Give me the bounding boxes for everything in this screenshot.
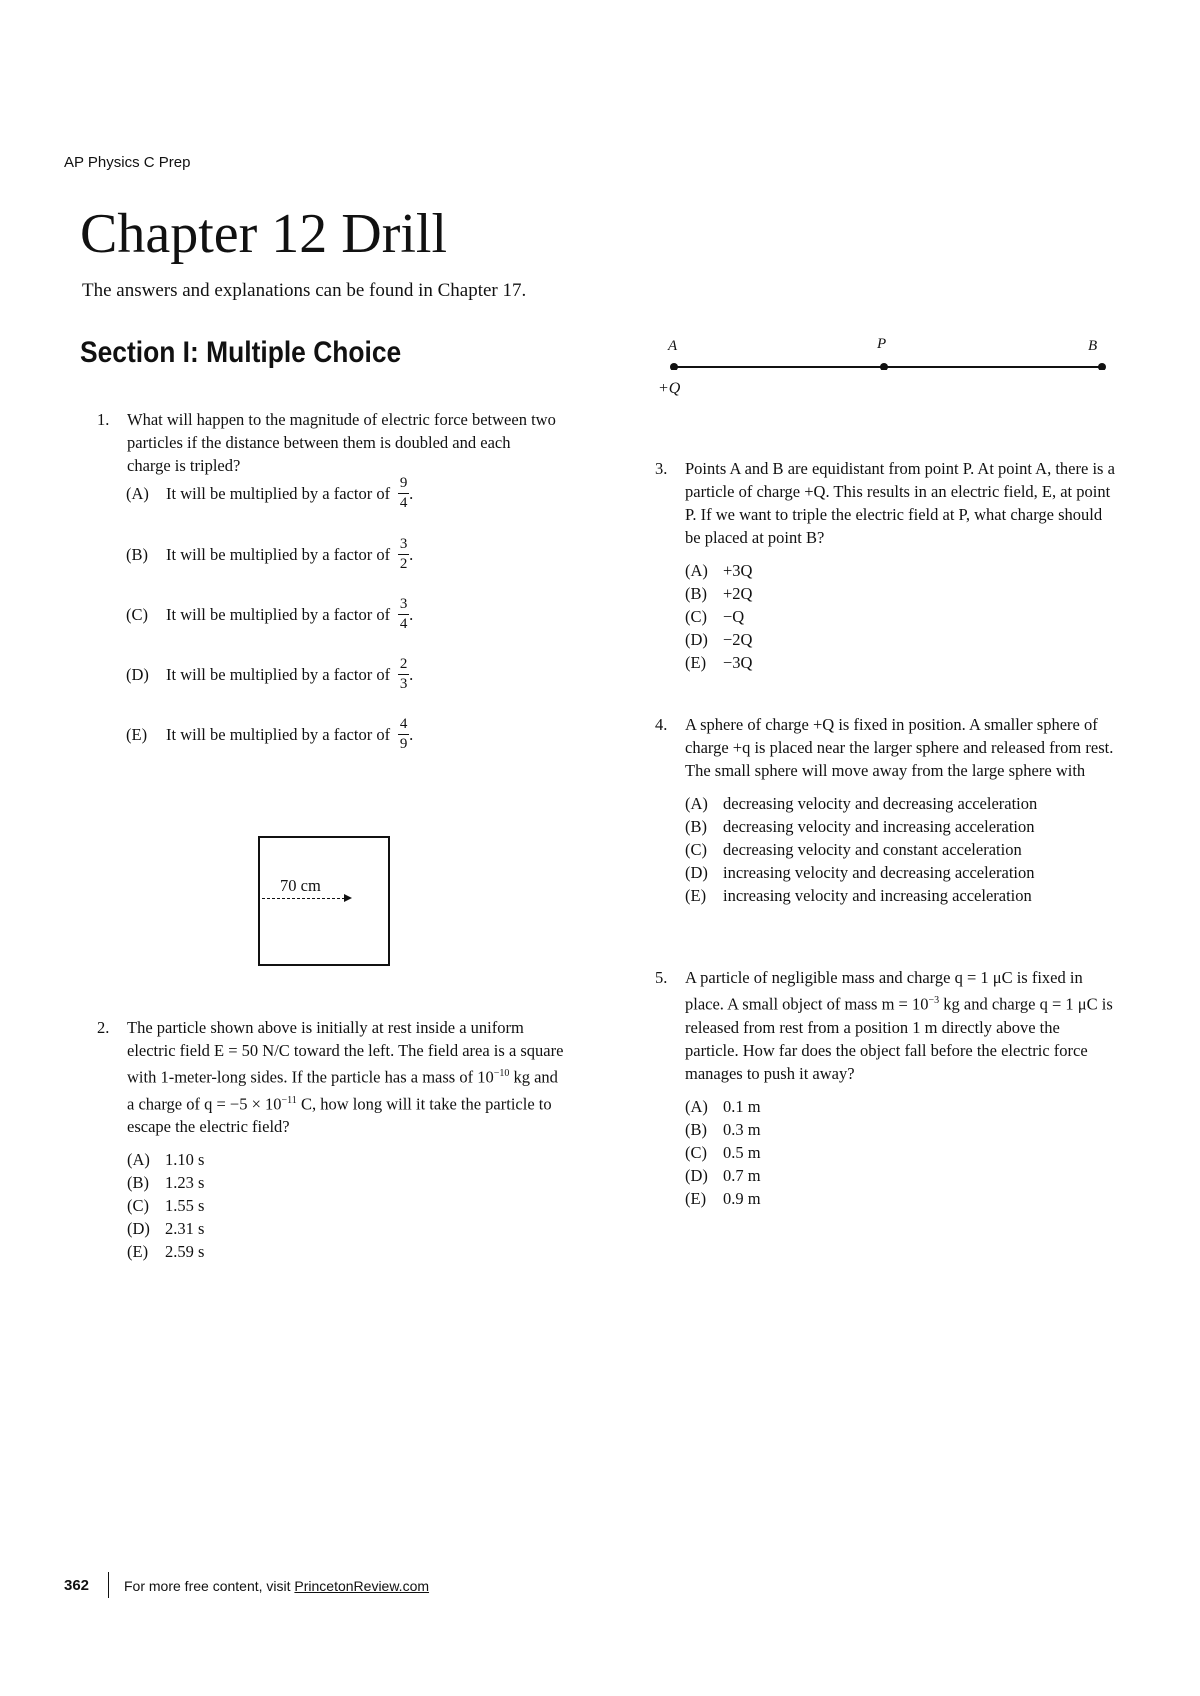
choice-3b[interactable]: (B) +2Q	[685, 584, 753, 603]
choice-label: (B)	[126, 544, 148, 564]
choice-list	[655, 559, 1115, 674]
label-b: B	[1088, 338, 1098, 354]
field-square	[258, 836, 390, 966]
charge-line-diagram	[670, 330, 1110, 370]
point-b	[1098, 363, 1106, 370]
choice-5b[interactable]: (B) 0.3 m	[685, 1119, 761, 1139]
label-a: A	[668, 338, 678, 354]
question-number: 3.	[655, 459, 668, 478]
point-a	[670, 363, 678, 370]
fraction: $\frac{2}{3}$	[399, 656, 408, 692]
chapter-title: Chapter 12 Drill	[80, 203, 448, 265]
choice-1c[interactable]: (C) It will be multiplied by a factor of $\frac{3}{4}$ .	[126, 596, 414, 632]
question-number: 5.	[655, 968, 668, 987]
question-3	[655, 457, 1115, 674]
choice-4e[interactable]: (E) increasing velocity and increasing acceleration	[685, 886, 1032, 905]
question-2	[97, 1016, 567, 1263]
choice-text: It will be multiplied by a factor of	[166, 604, 391, 624]
choice-2d[interactable]: (D) 2.31 s	[127, 1219, 205, 1238]
choice-list	[655, 792, 1115, 907]
choice-2b[interactable]: (B) 1.23 s	[127, 1173, 205, 1192]
question-stem: A sphere of charge +Q is fixed in position. A smaller sphere of charge +q is placed near the larger sphere and released from rest. The small sphere will move away from the large sphere with	[685, 715, 1114, 780]
choice-5e[interactable]: (E) 0.9 m	[685, 1188, 761, 1208]
section-title: Section I: Multiple Choice	[80, 336, 402, 369]
choice-3c[interactable]: (C) −Q	[685, 607, 745, 626]
page-number: 362	[64, 1577, 90, 1594]
choice-list	[655, 1095, 1115, 1210]
choice-4a[interactable]: (A) decreasing velocity and decreasing acceleration	[685, 794, 1038, 813]
choice-list	[97, 1148, 567, 1263]
choice-text: It will be multiplied by a factor of	[166, 483, 391, 503]
question-number: 1.	[97, 410, 110, 429]
choice-text: It will be multiplied by a factor of	[166, 724, 391, 744]
choice-4c[interactable]: (C) decreasing velocity and constant acceleration	[685, 840, 1022, 859]
fraction: $\frac{3}{2}$	[399, 536, 408, 572]
question-stem: Points A and B are equidistant from point P. At point A, there is a particle of charge +Q. This results in an electric field, E, at point P. If we want to triple the electric field at P, what charge should be placed at point B?	[685, 459, 1115, 547]
choice-5d[interactable]: (D) 0.7 m	[685, 1165, 761, 1185]
question-stem: The particle shown above is initially at rest inside a uniform electric field E = 50 N/C toward the left. The field area is a square with 1-meter-long sides. If the particle has a mass of $10^{-10}$ kg and a charge of $q = -5 \times 10^{-11}$ C, how long will it take the particle to escape the electric field?	[127, 1018, 564, 1136]
question-5	[655, 966, 1115, 1210]
choice-4b[interactable]: (B) decreasing velocity and increasing acceleration	[685, 817, 1035, 836]
choice-3a[interactable]: (A) +3Q	[685, 561, 753, 580]
question-number: 4.	[655, 715, 668, 734]
choice-label: (A)	[126, 483, 149, 503]
choice-3d[interactable]: (D) −2Q	[685, 630, 753, 649]
arrowhead-icon	[344, 894, 352, 902]
choice-label: (D)	[126, 664, 149, 684]
chapter-subtitle: The answers and explanations can be found in Chapter 17.	[82, 280, 527, 301]
fraction: $\frac{9}{4}$	[399, 475, 408, 511]
label-p: P	[877, 336, 887, 352]
choice-5c[interactable]: (C) 0.5 m	[685, 1142, 761, 1162]
choice-1b[interactable]: (B) It will be multiplied by a factor of $\frac{3}{2}$ .	[126, 536, 414, 572]
fraction: $\frac{4}{9}$	[399, 716, 408, 752]
choice-label: (E)	[126, 724, 148, 744]
footer-text: For more free content, visit PrincetonReview.com	[124, 1578, 430, 1594]
running-head: AP Physics C Prep	[64, 154, 191, 171]
fraction: $\frac{3}{4}$	[399, 596, 408, 632]
choice-1d[interactable]: (D) It will be multiplied by a factor of $\frac{2}{3}$ .	[126, 656, 414, 692]
distance-arrow	[262, 898, 350, 899]
choice-1a[interactable]: (A) It will be multiplied by a factor of $\frac{9}{4}$ .	[126, 475, 414, 511]
distance-label: 70 cm	[280, 876, 321, 895]
question-stem: A particle of negligible mass and charge q = 1 μC is fixed in place. A small object of mass $m = 10^{-3}$ kg and charge q = 1 μC is released from rest from a position 1 m directly above the particle. How far does the object fall before the electric force manages to push it away?	[685, 968, 1113, 1083]
choice-3e[interactable]: (E) −3Q	[685, 653, 753, 672]
choice-text: It will be multiplied by a factor of	[166, 664, 391, 684]
charge-label: +Q	[658, 380, 681, 397]
choice-2c[interactable]: (C) 1.55 s	[127, 1196, 205, 1215]
choice-5a[interactable]: (A) 0.1 m	[685, 1096, 761, 1116]
question-number: 2.	[97, 1018, 110, 1037]
princeton-review-link[interactable]: PrincetonReview.com	[294, 1578, 430, 1594]
question-stem: What will happen to the magnitude of electric force between two particles if the distance between them is doubled and each charge is tripled?	[127, 410, 556, 475]
question-4	[655, 713, 1115, 907]
point-p	[880, 363, 888, 370]
choice-2e[interactable]: (E) 2.59 s	[127, 1242, 205, 1261]
question-1	[97, 408, 557, 477]
choice-2a[interactable]: (A) 1.10 s	[127, 1150, 205, 1169]
footer-divider	[108, 1572, 109, 1598]
choice-text: It will be multiplied by a factor of	[166, 544, 391, 564]
choice-4d[interactable]: (D) increasing velocity and decreasing acceleration	[685, 863, 1035, 882]
choice-label: (C)	[126, 604, 148, 624]
choice-1e[interactable]: (E) It will be multiplied by a factor of $\frac{4}{9}$ .	[126, 716, 414, 752]
